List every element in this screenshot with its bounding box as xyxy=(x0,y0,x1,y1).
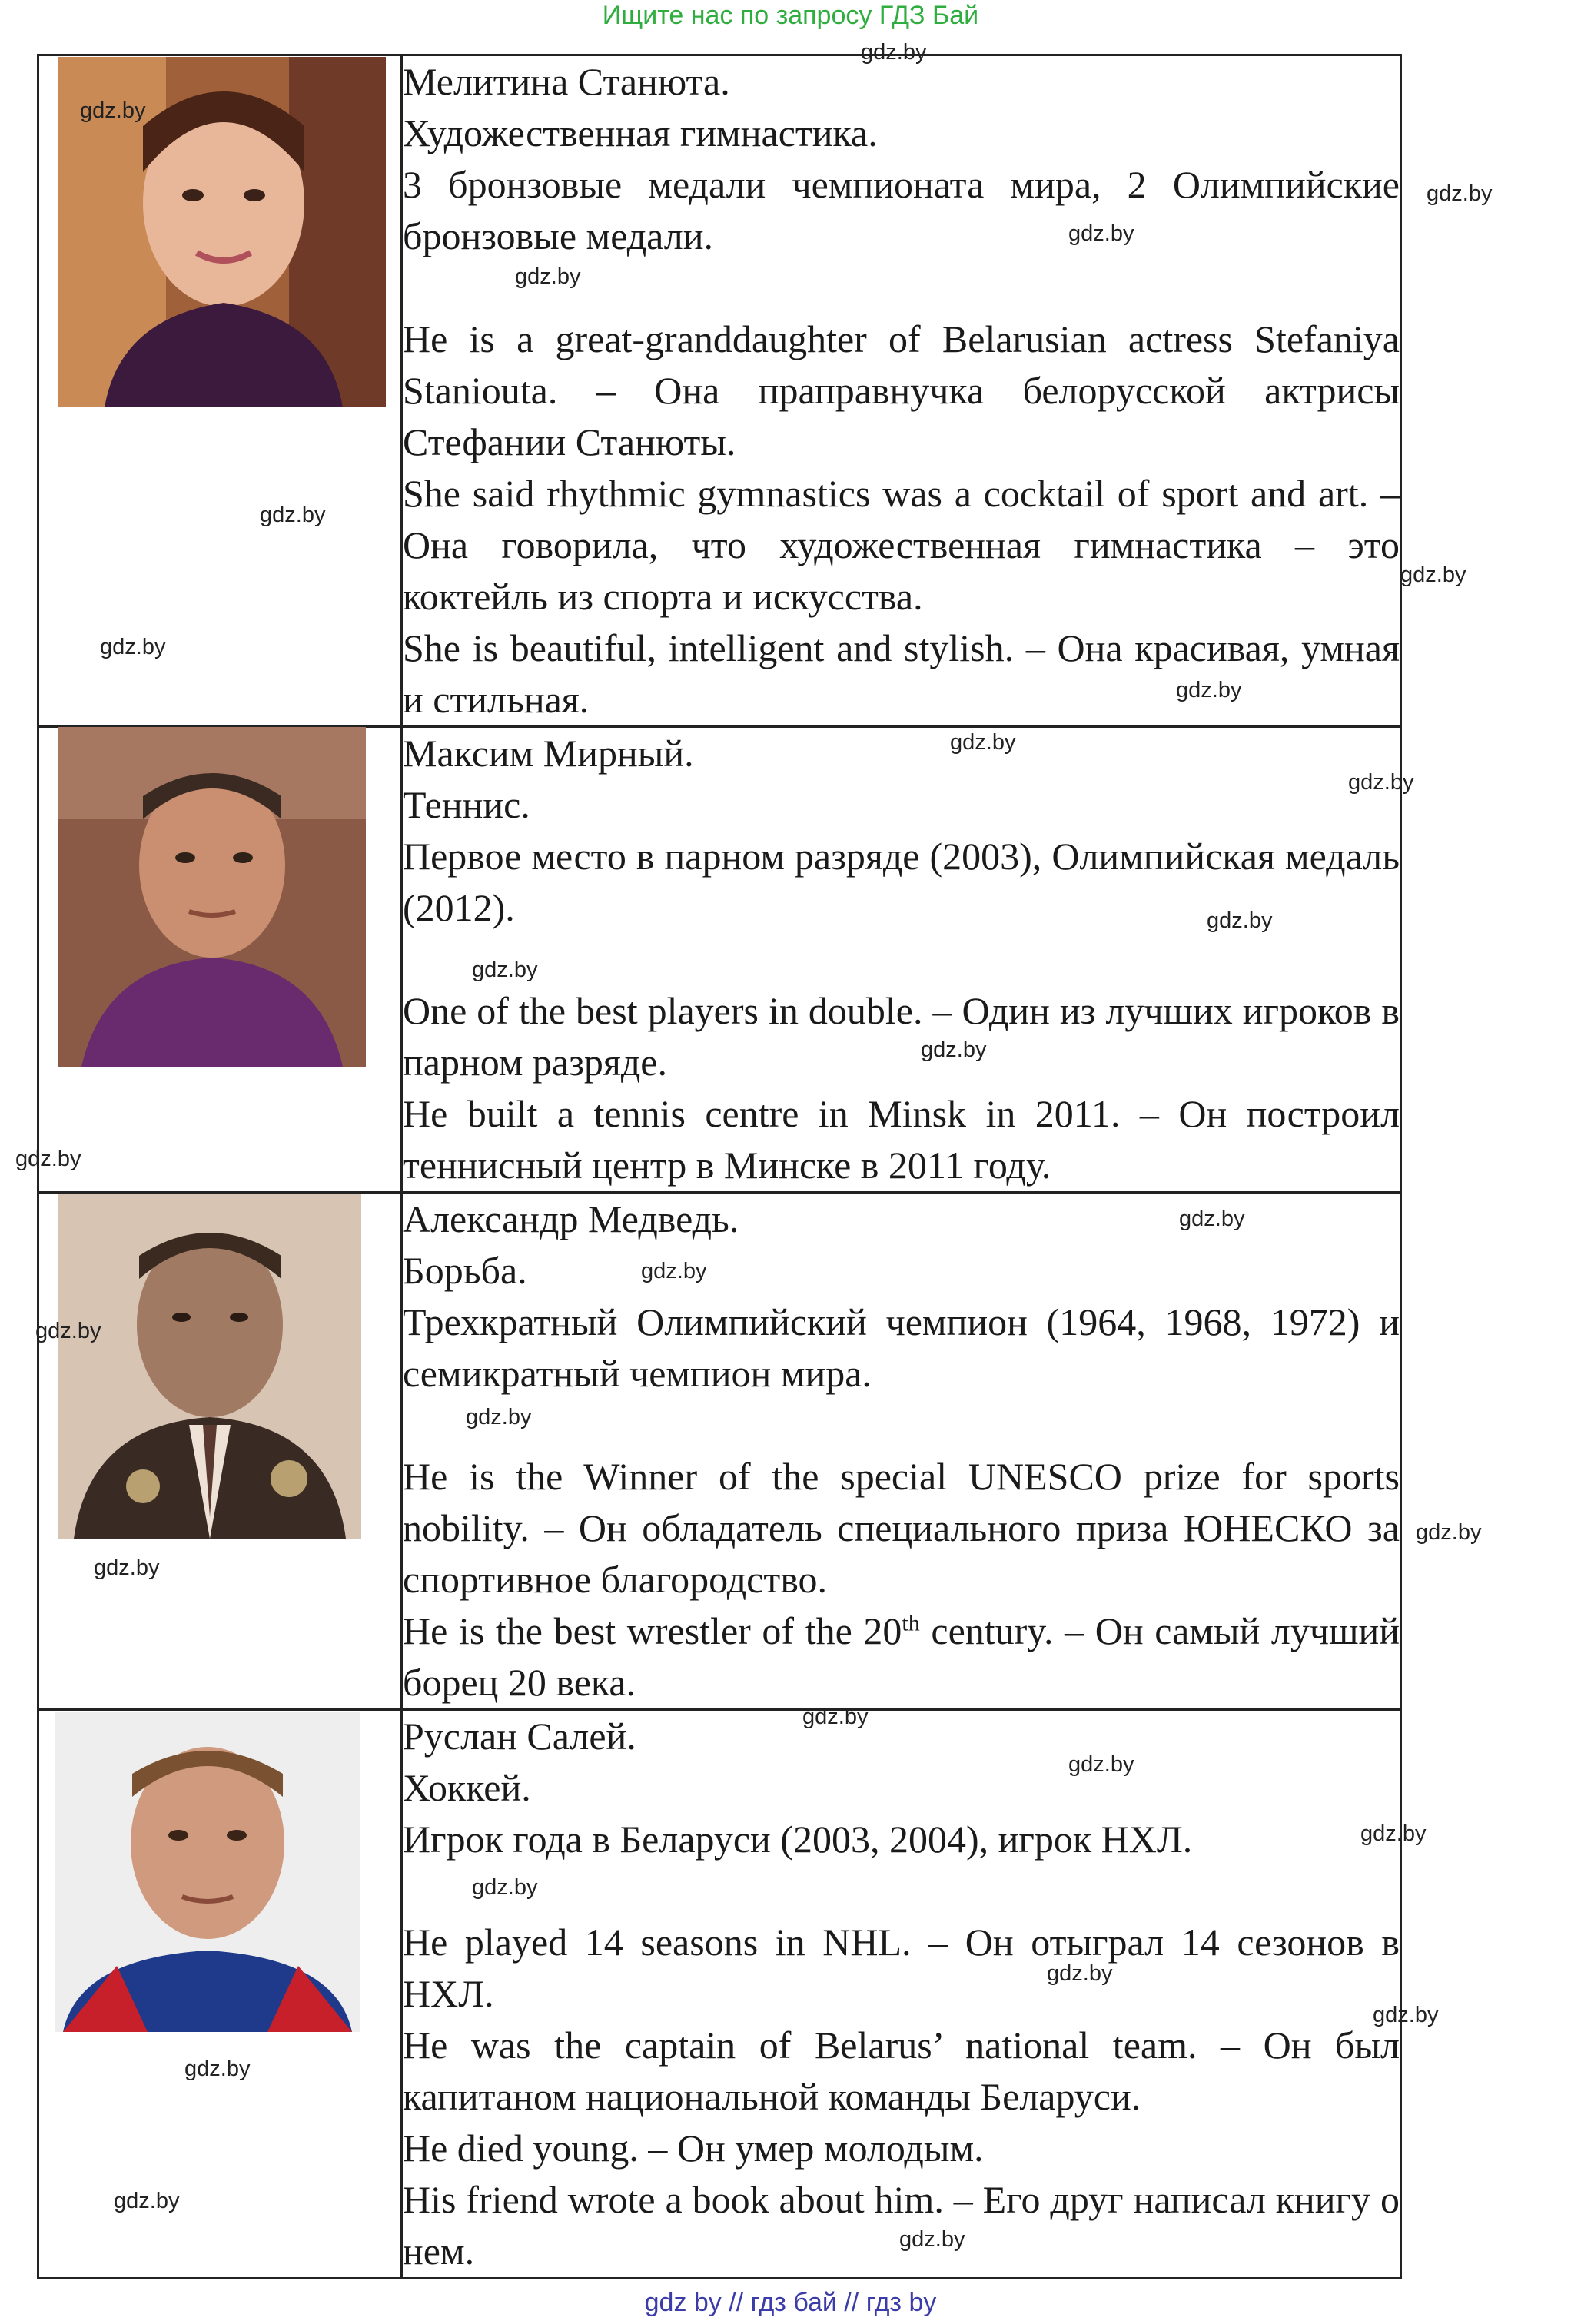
athlete-name: Мелитина Станюта. xyxy=(403,60,730,103)
watermark: gdz.by xyxy=(1047,1961,1113,1986)
fact-text: He was the captain of Belarus’ national team. – Он был капитаном национальной команды Беларуси. xyxy=(403,2024,1400,2118)
watermark: gdz.by xyxy=(184,2057,251,2081)
watermark: gdz.by xyxy=(802,1705,869,1729)
text-cell xyxy=(402,727,1401,1193)
text-cell xyxy=(402,55,1401,727)
athlete-achievements: Игрок года в Беларуси (2003, 2004), игрок НХЛ. xyxy=(403,1818,1193,1861)
fact-text: He built a tennis centre in Minsk in 2011. – Он построил теннисный центр в Минске в 2011 году. xyxy=(403,1092,1400,1187)
athlete-photo-hockey xyxy=(55,1712,360,2032)
fact-text: One of the best players in double. – Один из лучших игроков в парном разряде. xyxy=(403,989,1400,1084)
top-banner: Ищите нас по запросу ГДЗ Бай xyxy=(602,1,979,30)
text-cell xyxy=(402,1193,1401,1710)
fact-text: She said rhythmic gymnastics was a cocktail of sport and art. – Она говорила, что художественная гимнастика – это коктейль из спорта и искусства. xyxy=(403,472,1400,618)
athlete-sport: Теннис. xyxy=(403,783,530,826)
watermark: gdz.by xyxy=(1348,770,1414,795)
athlete-sport: Хоккей. xyxy=(403,1766,531,1809)
fact-text: He died young. – Он умер молодым. xyxy=(403,2126,984,2170)
athlete-name: Максим Мирный. xyxy=(403,732,694,775)
watermark: gdz.by xyxy=(80,98,146,123)
athlete-achievements: 3 бронзовые медали чемпионата мира, 2 Олимпийские бронзовые медали. xyxy=(403,163,1400,257)
athlete-achievements: Первое место в парном разряде (2003), Олимпийская медаль (2012). xyxy=(403,835,1400,929)
century-text-after: century. – Он самый лучший борец 20 века. xyxy=(403,1609,1400,1704)
watermark: gdz.by xyxy=(1373,2003,1439,2027)
watermark: gdz.by xyxy=(921,1038,987,1062)
watermark: gdz.by xyxy=(1416,1520,1482,1545)
fact-text: His friend wrote a book about him. – Его друг написал книгу о нем. xyxy=(403,2178,1400,2273)
athlete-sport: Борьба. xyxy=(403,1249,527,1292)
fact-text: She is beautiful, intelligent and stylish. – Она красивая, умная и стильная. xyxy=(403,626,1400,721)
watermark: gdz.by xyxy=(1360,1821,1427,1846)
fact-text: He is a great-granddaughter of Belarusian actress Stefaniya Staniouta. – Она праправнучка белорусской актрисы Стефании Станюты. xyxy=(403,317,1400,463)
watermark: gdz.by xyxy=(472,1875,538,1900)
watermark: gdz.by xyxy=(1068,1752,1134,1777)
athlete-name: Руслан Салей. xyxy=(403,1715,636,1758)
watermark: gdz.by xyxy=(861,40,927,65)
watermark: gdz.by xyxy=(472,958,538,982)
watermark: gdz.by xyxy=(1427,181,1493,206)
athlete-photo-tennis xyxy=(58,727,366,1067)
watermark: gdz.by xyxy=(94,1555,160,1580)
watermark: gdz.by xyxy=(515,264,581,289)
athlete-name: Александр Медведь. xyxy=(403,1197,739,1240)
watermark: gdz.by xyxy=(466,1405,532,1429)
watermark: gdz.by xyxy=(35,1319,101,1343)
century-text-before: He is the best wrestler of the 20 xyxy=(403,1609,902,1652)
watermark: gdz.by xyxy=(15,1147,81,1171)
century-superscript: th xyxy=(902,1610,920,1636)
athlete-sport: Художественная гимнастика. xyxy=(403,111,878,154)
watermark: gdz.by xyxy=(100,635,166,659)
watermark: gdz.by xyxy=(950,730,1016,755)
fact-text: He is the Winner of the special UNESCO prize for sports nobility. – Он обладатель специального приза ЮНЕСКО за спортивное благородство. xyxy=(403,1455,1400,1601)
watermark: gdz.by xyxy=(1068,221,1134,246)
watermark: gdz.by xyxy=(1179,1207,1245,1231)
watermark: gdz.by xyxy=(1400,563,1466,587)
athlete-achievements: Трехкратный Олимпийский чемпион (1964, 1968, 1972) и семикратный чемпион мира. xyxy=(403,1300,1400,1395)
watermark: gdz.by xyxy=(1207,908,1273,933)
watermark: gdz.by xyxy=(114,2189,180,2213)
watermark: gdz.by xyxy=(641,1259,707,1283)
footer: gdz by // гдз бай // гдз by xyxy=(644,2288,937,2317)
watermark: gdz.by xyxy=(899,2227,965,2252)
watermark: gdz.by xyxy=(1176,678,1242,702)
watermark: gdz.by xyxy=(260,503,326,527)
fact-text: He played 14 seasons in NHL. – Он отыграл 14 сезонов в НХЛ. xyxy=(403,1921,1400,2015)
athlete-photo-wrestler xyxy=(58,1194,361,1539)
fact-text xyxy=(403,1605,1400,1708)
text-cell xyxy=(402,1710,1401,2279)
